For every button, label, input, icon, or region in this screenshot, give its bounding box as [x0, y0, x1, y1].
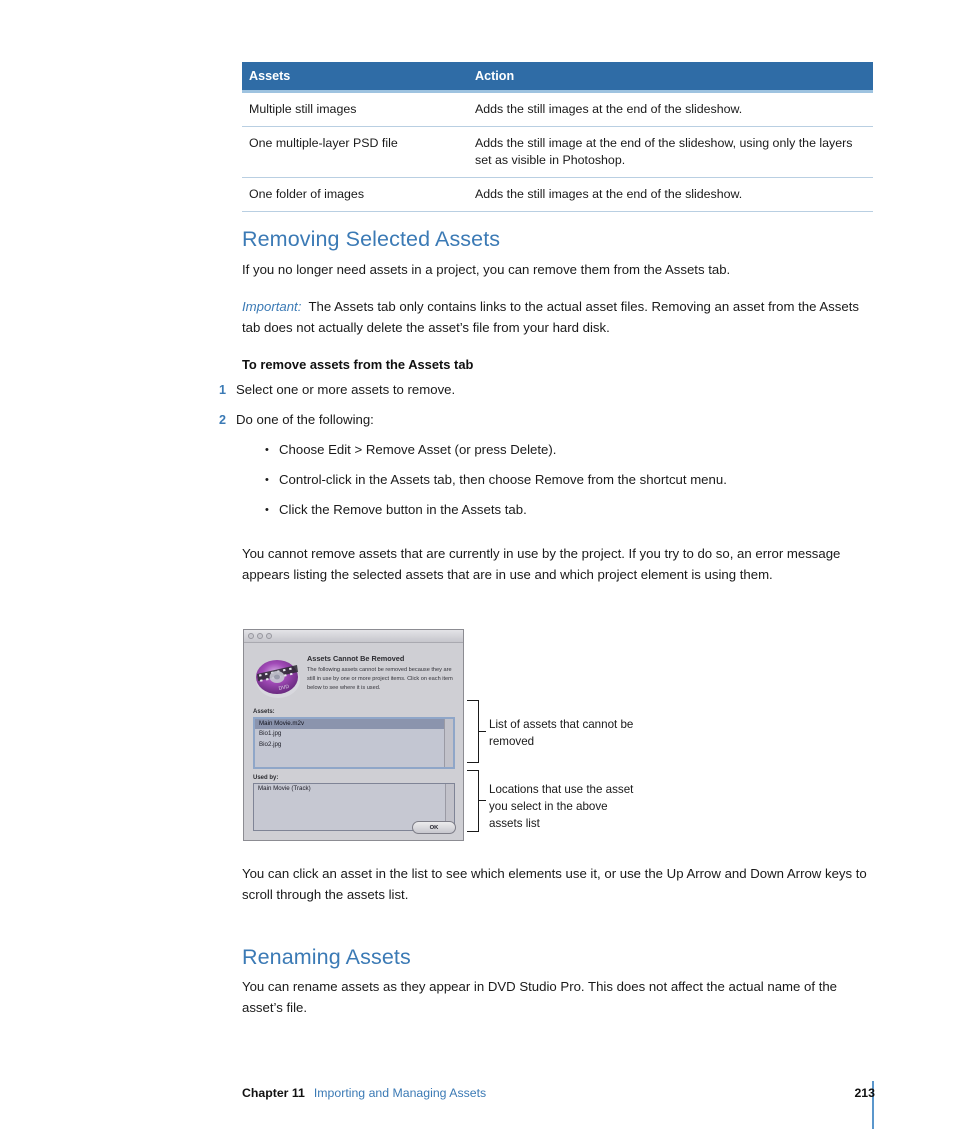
paragraph-important [242, 296, 875, 339]
cell-asset: One folder of images [242, 178, 466, 212]
list-item-text: Choose Edit > Remove Asset (or press Delete). [279, 442, 557, 457]
zoom-icon[interactable] [266, 633, 272, 639]
important-label: Important: [242, 299, 302, 314]
bullet-dot-icon: • [265, 504, 269, 516]
dialog-window [243, 629, 464, 841]
svg-text:DVD: DVD [278, 683, 290, 692]
dvd-disc-icon [253, 654, 303, 702]
cell-asset: Multiple still images [242, 92, 466, 127]
list-item[interactable]: Main Movie.m2v [255, 719, 453, 729]
step-item [219, 380, 869, 400]
assets-list-label: Assets: [253, 709, 275, 715]
step-number: 2 [219, 413, 227, 427]
footer-chapter-title: Importing and Managing Assets [313, 1086, 487, 1100]
usedby-list-label: Used by: [253, 775, 279, 781]
minimize-icon[interactable] [257, 633, 263, 639]
bullet-dot-icon: • [265, 474, 269, 486]
table-row [242, 178, 873, 212]
page-title-renaming-assets: Renaming Assets [242, 945, 411, 969]
step-text: Select one or more assets to remove. [236, 382, 456, 397]
page-title-removing-selected-assets: Removing Selected Assets [242, 227, 501, 251]
table-header [242, 62, 873, 92]
callout-bracket-pointer-1 [478, 731, 486, 732]
dialog-titlebar [244, 630, 463, 643]
callout-bracket-pointer-2 [478, 800, 486, 801]
column-header-assets: Assets [242, 62, 466, 92]
step-item [219, 410, 869, 430]
list-item [265, 440, 865, 460]
callout-bracket-spine-2 [478, 770, 479, 832]
table-header-row [242, 62, 873, 92]
list-item[interactable]: Main Movie (Track) [258, 785, 311, 792]
list-item [265, 500, 865, 520]
footer-page-number: 213 [854, 1086, 875, 1100]
important-text: The Assets tab only contains links to the actual asset files. Removing an asset from the Assets tab does not actually delete the asset’s file from your hard disk. [242, 299, 859, 336]
table-row [242, 92, 873, 127]
table-body [242, 92, 873, 212]
list-item[interactable]: Bio2.jpg [259, 740, 282, 748]
bullet-dot-icon: • [265, 444, 269, 456]
callout-bracket-bottom-arm-1 [467, 762, 479, 763]
ok-button[interactable]: OK [412, 821, 456, 834]
dialog-heading: Assets Cannot Be Removed [307, 654, 405, 663]
list-item-text: Click the Remove button in the Assets tab. [279, 502, 527, 517]
close-icon[interactable] [248, 633, 254, 639]
list-item [265, 470, 865, 490]
assets-listbox[interactable] [253, 717, 455, 769]
table-row [242, 127, 873, 178]
step-text: Do one of the following: [236, 412, 374, 427]
paragraph-renaming: You can rename assets as they appear in DVD Studio Pro. This does not affect the actual name of the asset’s file. [242, 979, 838, 1016]
dialog-body [244, 643, 463, 840]
callout-bracket-bottom-arm-2 [467, 831, 479, 832]
paragraph-after-figure: You can click an asset in the list to see which elements use it, or use the Up Arrow and Down Arrow keys to scroll through the assets list. [242, 866, 867, 903]
cell-action: Adds the still images at the end of the slideshow. [466, 178, 873, 212]
list-item[interactable]: Bio1.jpg [259, 730, 282, 738]
paragraph-intro: If you no longer need assets in a project, you can remove them from the Assets tab. [242, 262, 731, 277]
list-item-text: Control-click in the Assets tab, then choose Remove from the shortcut menu. [279, 472, 727, 487]
callout-label-assets-list: List of assets that cannot be removed [489, 718, 634, 748]
cell-action: Adds the still images at the end of the slideshow. [466, 92, 873, 127]
column-header-action: Action [466, 62, 873, 92]
page-footer [242, 1086, 875, 1108]
callout-label-usedby-list: Locations that use the asset you select in the above assets list [489, 783, 634, 830]
dialog-message: The following assets cannot be removed because they are still in use by one or more project items. Click on each item below to see where it is used. [307, 667, 453, 692]
figure-assets-cannot-be-removed-dialog [243, 629, 634, 841]
cell-asset: One multiple-layer PSD file [242, 127, 466, 178]
footer-chapter: Chapter 11 [242, 1086, 305, 1100]
paragraph-cannot-remove: You cannot remove assets that are currently in use by the project. If you try to do so, an error message appears listing the selected assets that are in use and which project element is using them. [242, 546, 841, 583]
assets-list-scrollbar[interactable] [444, 719, 453, 767]
step-number: 1 [219, 383, 227, 397]
procedure-title: To remove assets from the Assets tab [242, 357, 474, 372]
cell-action: Adds the still image at the end of the slideshow, using only the layers set as visible in Photoshop. [466, 127, 873, 178]
assets-action-table [242, 62, 873, 212]
